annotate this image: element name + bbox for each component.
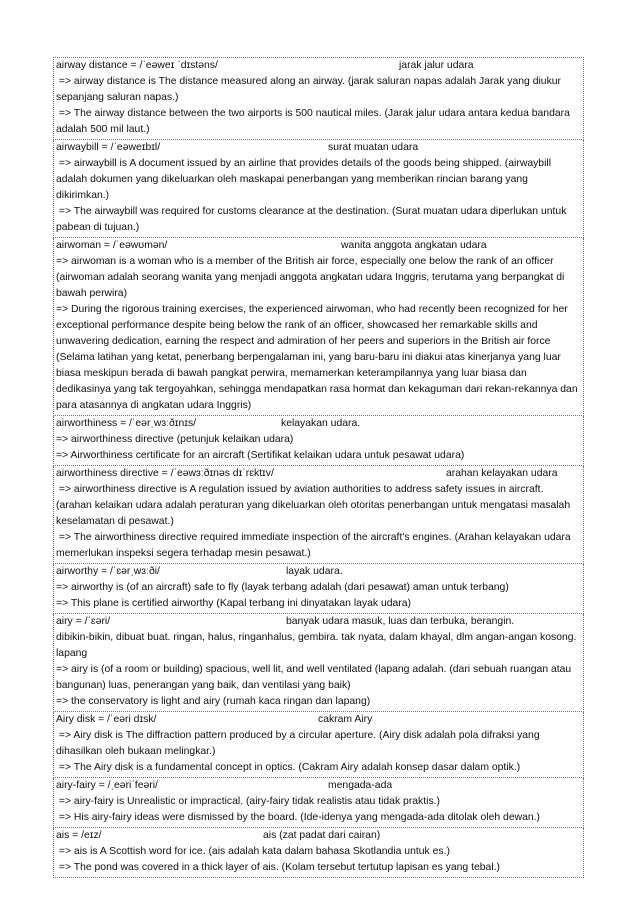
- entry-definition-line: => airy is (of a room or building) spacious, well lit, and well ventilated (lapang adalah. (dari sebuah ruangan atau bangunan) luas, penerangan yang baik, dan ventilasi yang baik): [56, 664, 575, 691]
- entry-term: airwaybill = /ˈeəweɪbɪl/: [56, 142, 161, 153]
- entry-definition-line: => His airy-fairy ideas were dismissed by the board. (Ide-idenya yang mengada-ada ditolak oleh dewan.): [56, 812, 541, 823]
- dictionary-entry: [53, 778, 584, 828]
- entry-headword-line: [56, 712, 581, 728]
- entry-translation: jarak jalur udara: [399, 60, 474, 71]
- dictionary-entry: [53, 564, 584, 614]
- entry-definition-line: => airworthiness directive (petunjuk kelaikan udara): [56, 434, 294, 445]
- entry-definition-line: => Airy disk is The diffraction pattern produced by a circular aperture. (Airy disk adalah pola difraksi yang dihasilkan oleh bukaan melingkar.): [56, 730, 543, 757]
- entry-definition-line: => The airworthiness directive required immediate inspection of the aircraft's engines. (Arahan kelayakan udara memerlukan inspeksi segera terhadap mesin pesawat.): [56, 532, 574, 559]
- dictionary-entry: [53, 57, 584, 140]
- entry-translation: cakram Airy: [318, 714, 373, 725]
- entry-translation: arahan kelayakan udara: [446, 468, 558, 479]
- entry-definition-line: => airway distance is The distance measured along an airway. (jarak saluran napas adalah Jarak yang diukur sepanjang saluran napas.): [56, 76, 564, 103]
- entry-term: airy = /ˈɛəri/: [56, 616, 111, 627]
- dictionary-entry: [53, 712, 584, 778]
- entry-definition-line: => airwaybill is A document issued by an airline that provides details of the goods being shipped. (airwaybill adalah dokumen yang dikeluarkan oleh maskapai penerbangan yang memberikan rincian barang yang dikirimkan.): [56, 158, 554, 201]
- entry-translation: surat muatan udara: [328, 142, 419, 153]
- entry-headword-line: [56, 564, 581, 580]
- entry-term: airworthiness = /ˈeərˌwɜːðɪnɪs/: [56, 418, 197, 429]
- entry-definition-line: => This plane is certified airworthy (Kapal terbang ini dinyatakan layak udara): [56, 598, 412, 609]
- entry-headword-line: [56, 416, 581, 432]
- entry-headword-line: [56, 466, 581, 482]
- entry-translation: mengada-ada: [328, 780, 393, 791]
- entry-headword-line: [56, 614, 581, 630]
- entry-translation: banyak udara masuk, luas dan terbuka, berangin.: [286, 616, 515, 627]
- entry-definition-line: => ais is A Scottish word for ice. (ais adalah kata dalam bahasa Skotlandia untuk es.): [56, 846, 450, 857]
- entry-headword-line: [56, 58, 581, 74]
- entry-definition-line: => The airwaybill was required for customs clearance at the destination. (Surat muatan udara diperlukan untuk pabean di tujuan.): [56, 206, 570, 233]
- dictionary-entry: [53, 140, 584, 238]
- entry-definition-line: => The pond was covered in a thick layer of ais. (Kolam tersebut tertutup lapisan es yang tebal.): [56, 862, 500, 873]
- entry-definition-line: dibikin-bikin, dibuat buat. ringan, halus, ringanhalus, gembira. tak nyata, dalam khayal, dlm angan-angan kosong. lapang: [56, 632, 580, 659]
- entry-definition-line: => The airway distance between the two airports is 500 nautical miles. (Jarak jalur udara antara kedua bandara adalah 500 mil laut.): [56, 108, 573, 135]
- entry-definition-line: => the conservatory is light and airy (rumah kaca ringan dan lapang): [56, 696, 371, 707]
- entry-term: airway distance = /ˈeəweɪ ˈdɪstəns/: [56, 60, 218, 71]
- entry-term: ais = /eɪz/: [56, 830, 102, 841]
- entry-definition-line: => During the rigorous training exercises, the experienced airwoman, who had recently been recognized for her exceptional performance despite being below the rank of an officer, showcased her remarkable skills and unwavering dedication, earning the respect and admiration of her peers and superiors in the British air force (Selama latihan yang ketat, penerbang berpengalaman ini, yang baru-baru ini diakui atas kinerjanya yang luar biasa meskipun berada di bawah pangkat perwira, memamerkan keterampilannya yang luar biasa dan dedikasinya yang tak tergoyahkan, sehingga mendapatkan rasa hormat dan kekaguman dari rekan-rekannya dan para atasannya di angkatan udara Inggris): [56, 304, 581, 411]
- entry-headword-line: [56, 778, 581, 794]
- entry-term: airy-fairy = /ˌeəriˈfeəri/: [56, 780, 158, 791]
- entry-definition-line: => airy-fairy is Unrealistic or impractical. (airy-fairy tidak realistis atau tidak praktis.): [56, 796, 440, 807]
- dictionary-entry: [53, 416, 584, 466]
- entry-term: airwoman = /ˈeəwʊmən/: [56, 240, 168, 251]
- entry-translation: wanita anggota angkatan udara: [341, 240, 487, 251]
- dictionary-document: [53, 57, 584, 878]
- entry-definition-line: => airworthy is (of an aircraft) safe to fly (layak terbang adalah (dari pesawat) aman untuk terbang): [56, 582, 509, 593]
- dictionary-entry: [53, 466, 584, 564]
- entry-definition-line: => Airworthiness certificate for an aircraft (Sertifikat kelaikan udara untuk pesawat udara): [56, 450, 465, 461]
- entry-definition-line: => The Airy disk is a fundamental concept in optics. (Cakram Airy adalah konsep dasar dalam optik.): [56, 762, 521, 773]
- entry-headword-line: [56, 238, 581, 254]
- entry-translation: layak udara.: [286, 566, 343, 577]
- entry-term: airworthiness directive = /ˈeəwɜːðɪnəs dɪˈrɛktɪv/: [56, 468, 274, 479]
- dictionary-entry: [53, 828, 584, 878]
- entry-definition-line: => airworthiness directive is A regulation issued by aviation authorities to address safety issues in aircraft. (arahan kelaikan udara adalah peraturan yang dikeluarkan oleh otoritas penerbangan untuk mengatasi masalah keselamatan di pesawat.): [56, 484, 573, 527]
- entry-headword-line: [56, 828, 581, 844]
- dictionary-entry: [53, 614, 584, 712]
- entry-translation: kelayakan udara.: [281, 418, 361, 429]
- entry-term: airworthy = /ˈɛərˌwɜːði/: [56, 566, 160, 577]
- entry-headword-line: [56, 140, 581, 156]
- dictionary-entry: [53, 238, 584, 416]
- entry-definition-line: => airwoman is a woman who is a member of the British air force, especially one below the rank of an officer (airwoman adalah seorang wanita yang menjadi anggota angkatan udara Inggris, terutama yang berpangkat di bawah perwira): [56, 256, 568, 299]
- entry-translation: ais (zat padat dari cairan): [263, 830, 381, 841]
- entry-term: Airy disk = /ˈeəri dɪsk/: [56, 714, 157, 725]
